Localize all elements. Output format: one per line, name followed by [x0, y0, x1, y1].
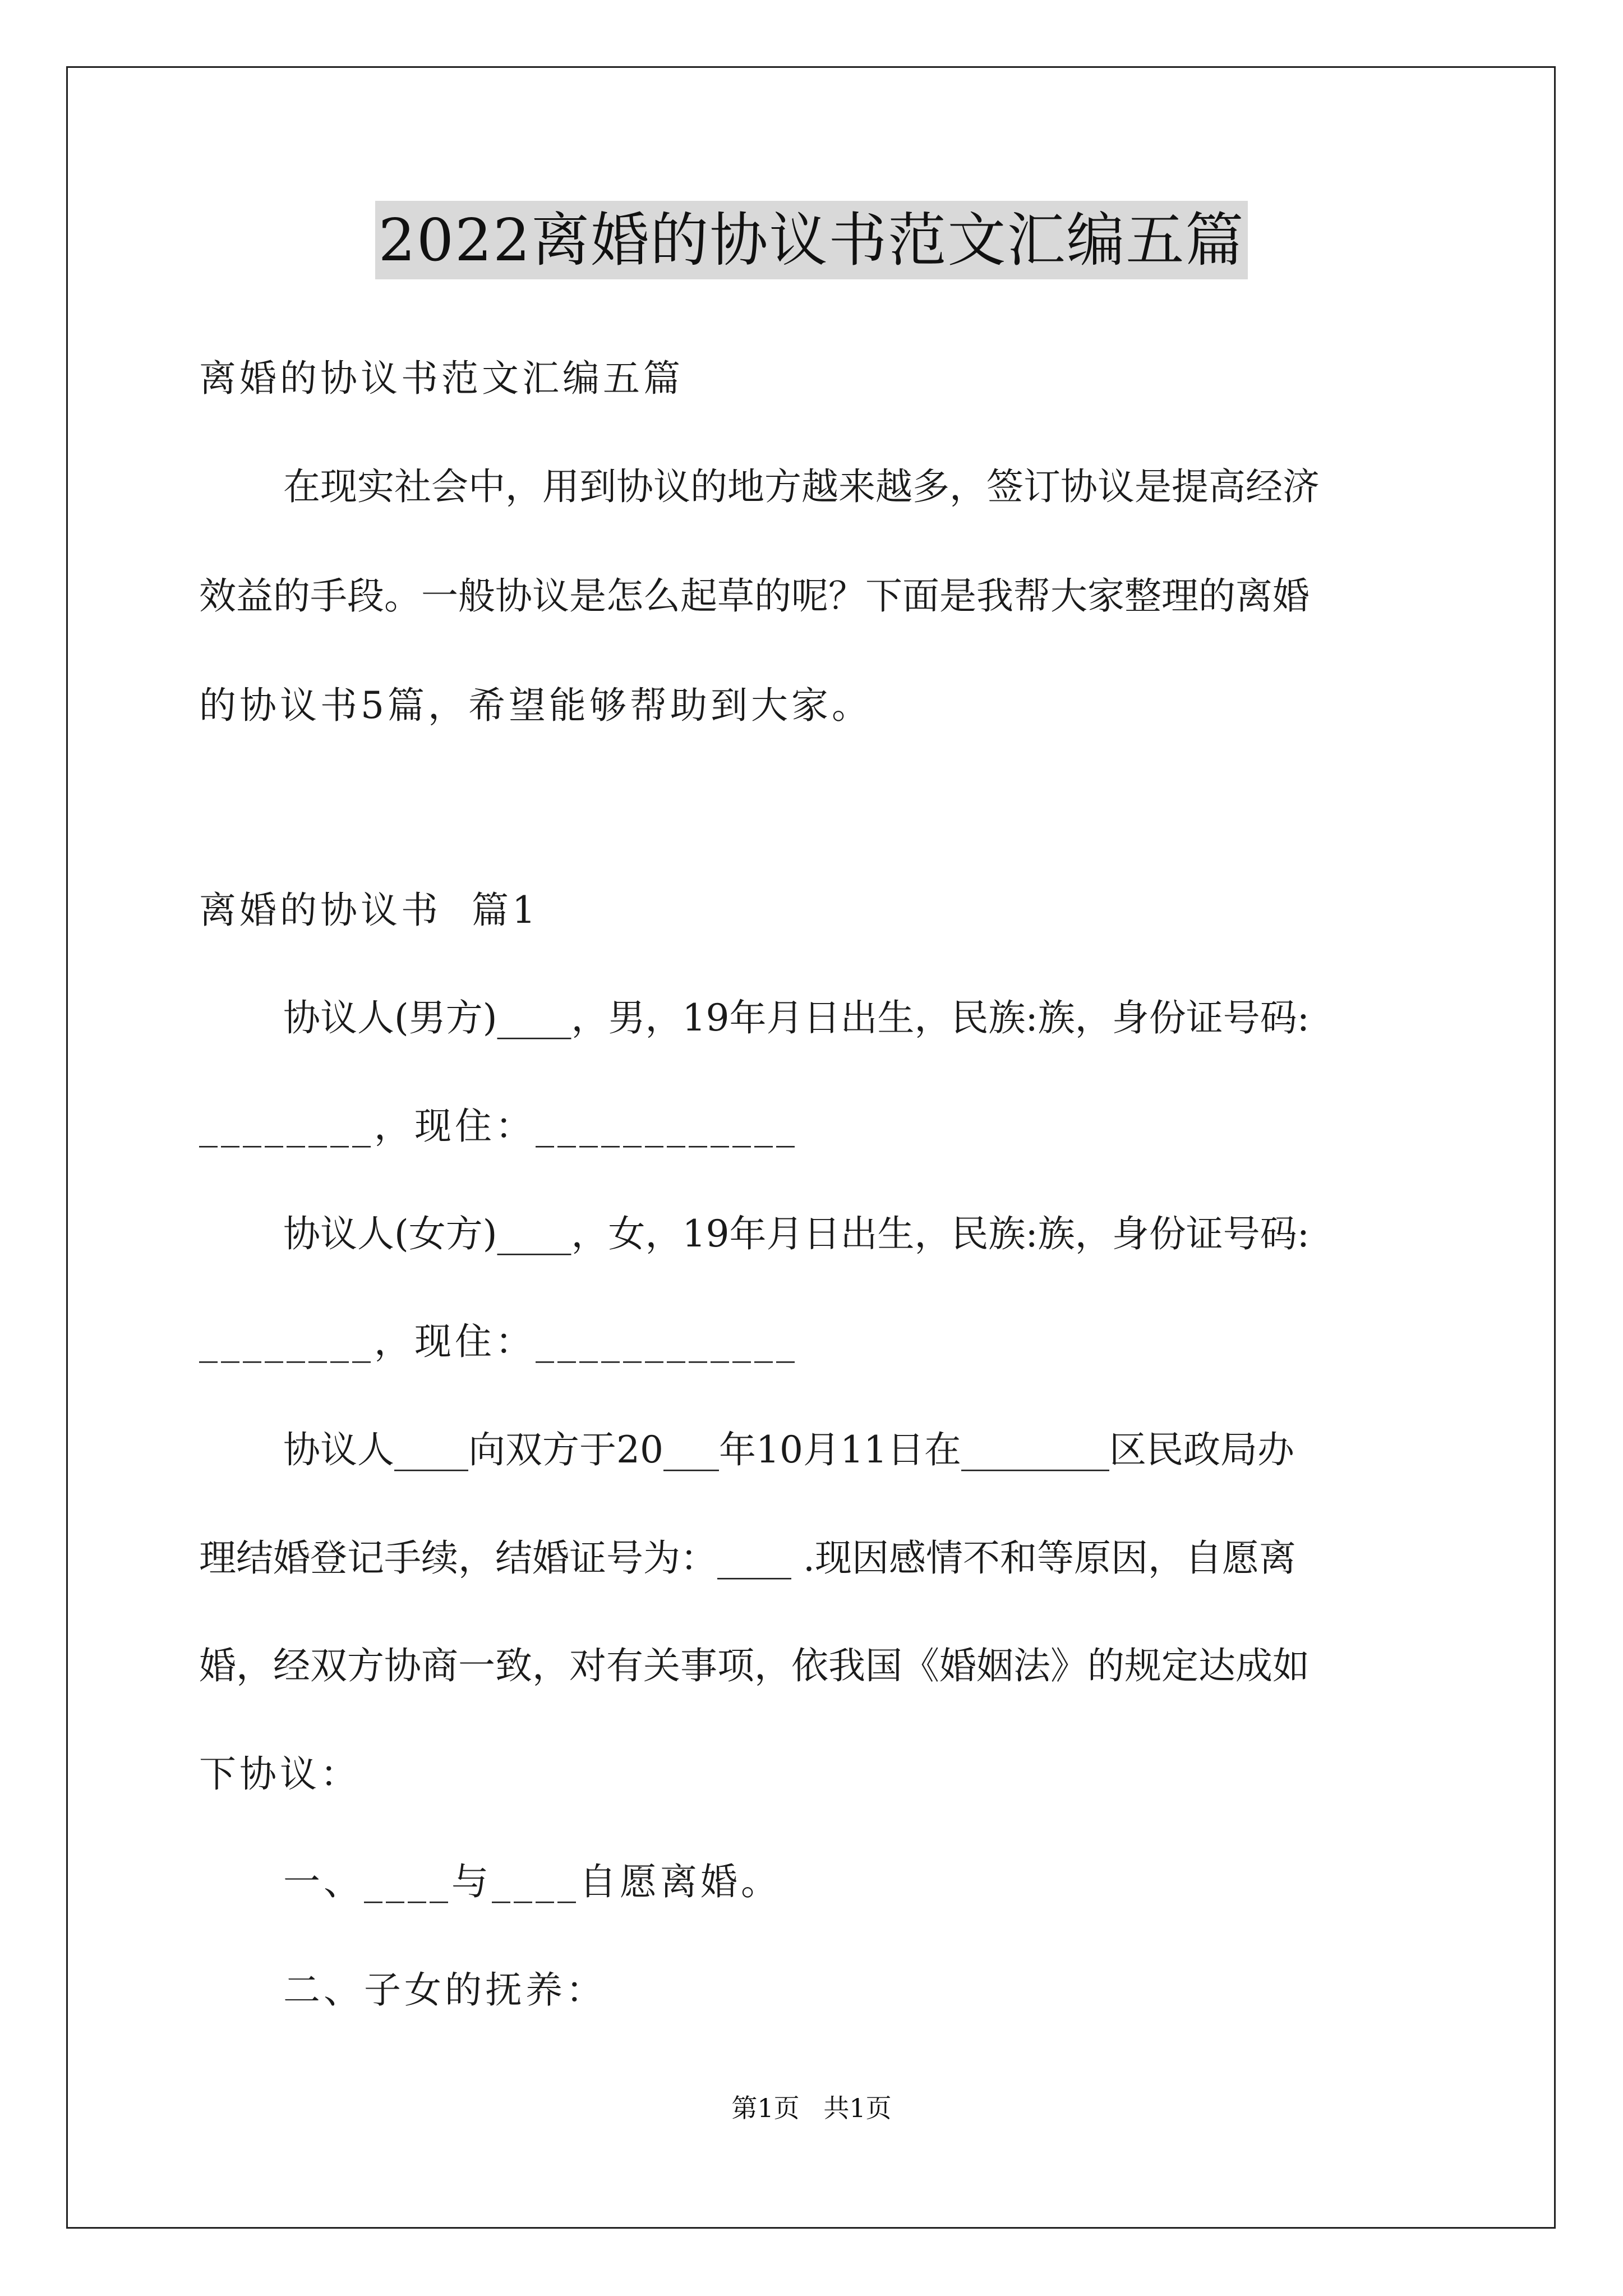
party-female-line-1: 协议人(女方)____，女，19年月日出生，民族:族，身份证号码:	[283, 1212, 1310, 1255]
intro-line-1: 在现实社会中，用到协议的地方越来越多，签订协议是提高经济	[283, 465, 1320, 508]
subtitle-line: 离婚的协议书范文汇编五篇	[199, 357, 684, 400]
page-footer	[0, 2091, 1623, 2125]
section-heading-1: 离婚的协议书 篇1	[199, 889, 539, 932]
marriage-line-4: 下协议：	[199, 1752, 361, 1796]
party-male-line-1: 协议人(男方)____，男，19年月日出生，民族:族，身份证号码:	[283, 996, 1310, 1039]
party-female-line-2: ________，现住：____________	[199, 1320, 798, 1363]
intro-line-2: 效益的手段。一般协议是怎么起草的呢？下面是我帮大家整理的离婚	[199, 574, 1310, 618]
page-total: 共1页	[823, 2093, 892, 2123]
document-title: 2022离婚的协议书范文汇编五篇	[375, 201, 1248, 279]
intro-line-3: 的协议书5篇，希望能够帮助到大家。	[199, 684, 872, 727]
clause-2: 二、子女的抚养：	[283, 1968, 606, 2012]
marriage-line-3: 婚，经双方协商一致，对有关事项，依我国《婚姻法》的规定达成如	[199, 1644, 1310, 1687]
marriage-line-2: 理结婚登记手续，结婚证号为：____ .现因感情不和等原因，自愿离	[199, 1536, 1296, 1580]
title-container	[0, 201, 1623, 279]
page-current: 第1页	[731, 2093, 800, 2123]
marriage-line-1: 协议人____向双方于20___年10月11日在________区民政局办	[283, 1428, 1294, 1471]
party-male-line-2: ________，现住：____________	[199, 1105, 798, 1148]
clause-1: 一、____与____自愿离婚。	[283, 1860, 781, 1903]
